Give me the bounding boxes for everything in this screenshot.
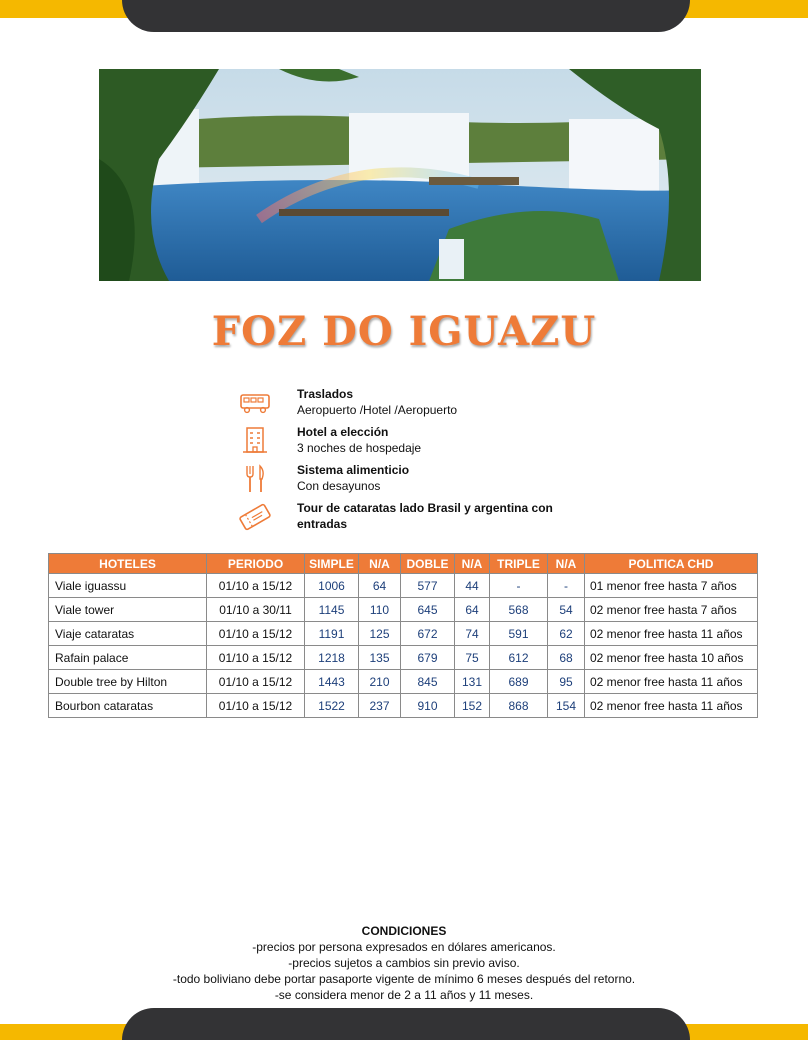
conditions-section [0, 923, 808, 1003]
column-header: POLITICA CHD [585, 554, 758, 574]
triple-price-cell: 612 [490, 646, 548, 670]
hotel-name-cell: Double tree by Hilton [49, 670, 207, 694]
bus-icon [238, 386, 272, 420]
double-na-cell: 64 [455, 598, 490, 622]
triple-price-cell: 591 [490, 622, 548, 646]
child-policy-cell: 02 menor free hasta 7 años [585, 598, 758, 622]
triple-price-cell: 868 [490, 694, 548, 718]
iguazu-falls-photo [99, 69, 701, 281]
condition-line: -precios por persona expresados en dólares americanos. [252, 940, 556, 954]
column-header: SIMPLE [305, 554, 359, 574]
hotel-rates-table [48, 553, 758, 718]
condition-line: -se considera menor de 2 a 11 años y 11 meses. [274, 988, 534, 1002]
simple-price-cell: 1443 [305, 670, 359, 694]
feature-item-transfers [238, 386, 568, 424]
column-header: N/A [455, 554, 490, 574]
features-list [238, 386, 568, 538]
child-policy-cell: 01 menor free hasta 7 años [585, 574, 758, 598]
feature-desc: Con desayunos [297, 479, 381, 493]
feature-title: Sistema alimenticio [297, 463, 410, 477]
period-cell: 01/10 a 15/12 [207, 694, 305, 718]
double-price-cell: 577 [401, 574, 455, 598]
double-price-cell: 672 [401, 622, 455, 646]
page-title: FOZ DO IGUAZU [211, 308, 597, 355]
triple-na-cell: 95 [548, 670, 585, 694]
cutlery-icon [238, 462, 272, 496]
period-cell: 01/10 a 30/11 [207, 598, 305, 622]
double-price-cell: 645 [401, 598, 455, 622]
feature-item-meals [238, 462, 568, 500]
table-header-row [49, 554, 758, 574]
period-cell: 01/10 a 15/12 [207, 646, 305, 670]
ticket-icon [238, 500, 272, 534]
conditions-heading: CONDICIONES [361, 924, 447, 938]
table-row [49, 670, 758, 694]
triple-na-cell: 62 [548, 622, 585, 646]
hotel-name-cell: Rafain palace [49, 646, 207, 670]
double-na-cell: 131 [455, 670, 490, 694]
triple-na-cell: 54 [548, 598, 585, 622]
table-row [49, 598, 758, 622]
column-header: HOTELES [49, 554, 207, 574]
table-row [49, 574, 758, 598]
feature-item-hotel [238, 424, 568, 462]
simple-na-cell: 125 [359, 622, 401, 646]
hotel-name-cell: Viaje cataratas [49, 622, 207, 646]
double-price-cell: 910 [401, 694, 455, 718]
table-row [49, 622, 758, 646]
feature-item-tour [238, 500, 568, 538]
column-header: PERIODO [207, 554, 305, 574]
simple-price-cell: 1191 [305, 622, 359, 646]
simple-price-cell: 1522 [305, 694, 359, 718]
period-cell: 01/10 a 15/12 [207, 622, 305, 646]
period-cell: 01/10 a 15/12 [207, 574, 305, 598]
triple-na-cell: 154 [548, 694, 585, 718]
triple-na-cell: - [548, 574, 585, 598]
column-header: N/A [359, 554, 401, 574]
feature-desc: 3 noches de hospedaje [297, 441, 422, 455]
double-price-cell: 845 [401, 670, 455, 694]
child-policy-cell: 02 menor free hasta 10 años [585, 646, 758, 670]
child-policy-cell: 02 menor free hasta 11 años [585, 694, 758, 718]
condition-line: -precios sujetos a cambios sin previo aviso. [288, 956, 520, 970]
column-header: N/A [548, 554, 585, 574]
hotel-name-cell: Viale iguassu [49, 574, 207, 598]
top-header-tab [122, 0, 690, 32]
column-header: DOBLE [401, 554, 455, 574]
simple-na-cell: 64 [359, 574, 401, 598]
double-price-cell: 679 [401, 646, 455, 670]
simple-price-cell: 1218 [305, 646, 359, 670]
triple-price-cell: 689 [490, 670, 548, 694]
column-header: TRIPLE [490, 554, 548, 574]
feature-title: Traslados [297, 387, 354, 401]
simple-price-cell: 1006 [305, 574, 359, 598]
simple-na-cell: 135 [359, 646, 401, 670]
child-policy-cell: 02 menor free hasta 11 años [585, 670, 758, 694]
child-policy-cell: 02 menor free hasta 11 años [585, 622, 758, 646]
period-cell: 01/10 a 15/12 [207, 670, 305, 694]
simple-na-cell: 110 [359, 598, 401, 622]
table-row [49, 694, 758, 718]
condition-line: -todo boliviano debe portar pasaporte vigente de mínimo 6 meses después del retorno. [172, 972, 636, 986]
double-na-cell: 44 [455, 574, 490, 598]
double-na-cell: 75 [455, 646, 490, 670]
hotel-name-cell: Bourbon cataratas [49, 694, 207, 718]
bottom-footer-tab [122, 1008, 690, 1040]
triple-na-cell: 68 [548, 646, 585, 670]
double-na-cell: 152 [455, 694, 490, 718]
simple-na-cell: 237 [359, 694, 401, 718]
triple-price-cell: - [490, 574, 548, 598]
feature-title: Tour de cataratas lado Brasil y argentina con entradas [297, 501, 553, 531]
simple-na-cell: 210 [359, 670, 401, 694]
table-row [49, 646, 758, 670]
simple-price-cell: 1145 [305, 598, 359, 622]
feature-title: Hotel a elección [297, 425, 389, 439]
triple-price-cell: 568 [490, 598, 548, 622]
hotel-icon [238, 424, 272, 458]
double-na-cell: 74 [455, 622, 490, 646]
feature-desc: Aeropuerto /Hotel /Aeropuerto [297, 403, 458, 417]
hotel-name-cell: Viale tower [49, 598, 207, 622]
